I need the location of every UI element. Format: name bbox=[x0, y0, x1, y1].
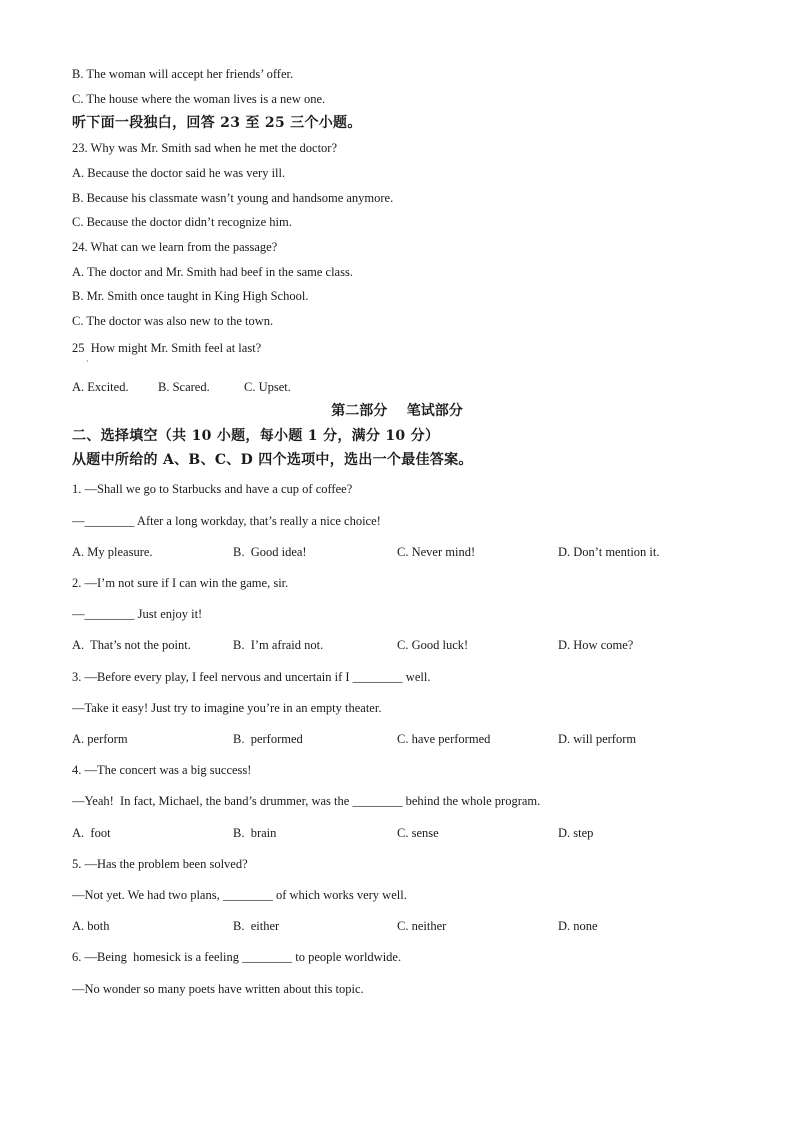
q5-option-c: C. neither bbox=[397, 919, 447, 933]
q5-line1: 5. —Has the problem been solved? bbox=[72, 857, 248, 871]
q25-stem: 25 How might Mr. Smith feel at last? bbox=[72, 341, 262, 355]
q4-option-b: B. brain bbox=[233, 826, 277, 840]
q3-option-b: B. performed bbox=[233, 732, 303, 746]
q4-option-c: C. sense bbox=[397, 826, 439, 840]
q25-option-b: B. Scared. bbox=[158, 380, 210, 394]
q24-option-b: B. Mr. Smith once taught in King High School. bbox=[72, 289, 309, 303]
q25-option-c: C. Upset. bbox=[244, 380, 291, 394]
q3-option-d: D. will perform bbox=[558, 732, 637, 746]
q1-line2: —________ After a long workday, that’s really a nice choice! bbox=[72, 514, 381, 528]
q2-line1: 2. —I’m not sure if I can win the game, sir. bbox=[72, 576, 289, 590]
part-two-title: 第二部分 笔试部分 bbox=[331, 403, 463, 419]
q23-option-c: C. Because the doctor didn’t recognize him. bbox=[72, 215, 292, 229]
q4-line2: —Yeah! In fact, Michael, the band’s drummer, was the ________ behind the whole program. bbox=[72, 794, 541, 808]
section-two-instructions: 从题中所给的 A、B、C、D 四个选项中，选出一个最佳答案。 bbox=[72, 452, 473, 468]
q1-option-c: C. Never mind! bbox=[397, 545, 476, 559]
prev-option-b: B. The woman will accept her friends’ offer. bbox=[72, 67, 294, 81]
q5-option-b: B. either bbox=[233, 919, 280, 933]
q6-line1: 6. —Being homesick is a feeling ________ to people worldwide. bbox=[72, 950, 402, 964]
q2-option-c: C. Good luck! bbox=[397, 638, 469, 652]
q1-line1: 1. —Shall we go to Starbucks and have a cup of coffee? bbox=[72, 482, 353, 496]
q5-line2: —Not yet. We had two plans, ________ of which works very well. bbox=[72, 888, 407, 902]
q24-stem: 24. What can we learn from the passage? bbox=[72, 240, 278, 254]
q1-option-d: D. Don’t mention it. bbox=[558, 545, 660, 559]
q23-option-b: B. Because his classmate wasn’t young and handsome anymore. bbox=[72, 191, 394, 205]
q4-option-d: D. step bbox=[558, 826, 594, 840]
q6-line2: —No wonder so many poets have written about this topic. bbox=[72, 982, 364, 996]
q3-option-a: A. perform bbox=[72, 732, 128, 746]
q24-option-c: C. The doctor was also new to the town. bbox=[72, 314, 274, 328]
q25-option-a: A. Excited. bbox=[72, 380, 129, 394]
q2-option-b: B. I’m afraid not. bbox=[233, 638, 324, 652]
prev-option-c: C. The house where the woman lives is a new one. bbox=[72, 92, 326, 106]
q4-option-a: A. foot bbox=[72, 826, 111, 840]
q2-line2: —________ Just enjoy it! bbox=[72, 607, 203, 621]
q23-option-a: A. Because the doctor said he was very ill. bbox=[72, 166, 286, 180]
q1-option-a: A. My pleasure. bbox=[72, 545, 153, 559]
q5-option-d: D. none bbox=[558, 919, 598, 933]
q3-line1: 3. —Before every play, I feel nervous and uncertain if I ________ well. bbox=[72, 670, 431, 684]
q2-option-d: D. How come? bbox=[558, 638, 634, 652]
q23-stem: 23. Why was Mr. Smith sad when he met the doctor? bbox=[72, 141, 338, 155]
q5-option-a: A. both bbox=[72, 919, 110, 933]
section-two-title: 二、选择填空（共 10 小题，每小题 1 分，满分 10 分） bbox=[72, 428, 440, 444]
q4-line1: 4. —The concert was a big success! bbox=[72, 763, 252, 777]
q24-option-a: A. The doctor and Mr. Smith had beef in the same class. bbox=[72, 265, 353, 279]
stray-dot: · bbox=[86, 357, 89, 366]
q2-option-a: A. That’s not the point. bbox=[72, 638, 191, 652]
q1-option-b: B. Good idea! bbox=[233, 545, 307, 559]
q3-line2: —Take it easy! Just try to imagine you’re in an empty theater. bbox=[72, 701, 382, 715]
monologue-heading: 听下面一段独白，回答 23 至 25 三个小题。 bbox=[72, 115, 362, 131]
q3-option-c: C. have performed bbox=[397, 732, 491, 746]
